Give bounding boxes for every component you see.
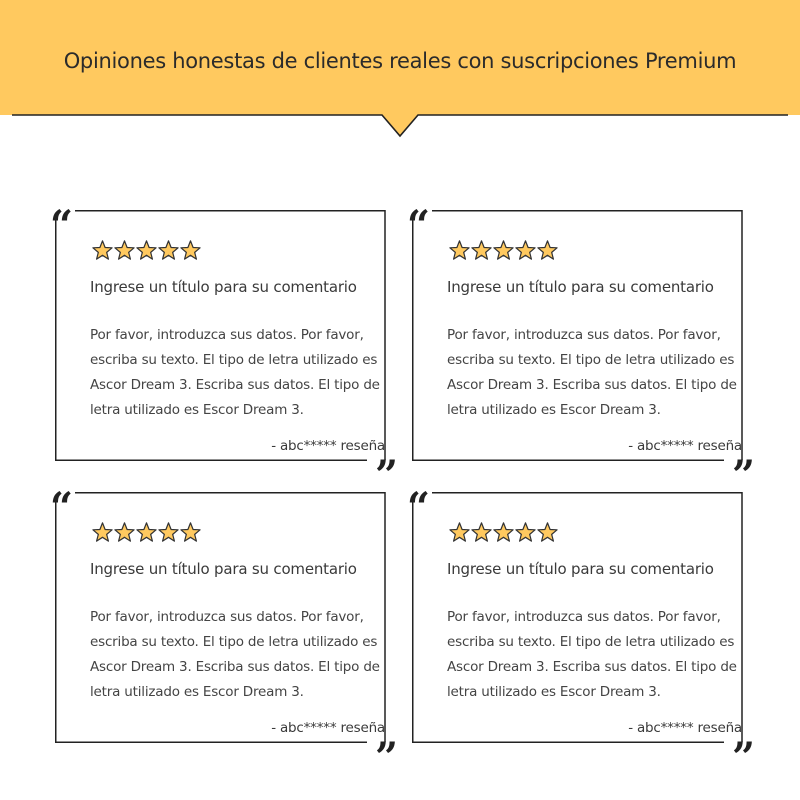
star-icon bbox=[471, 522, 492, 542]
star-icon bbox=[493, 522, 514, 542]
star-icon bbox=[158, 522, 179, 542]
review-card bbox=[50, 484, 415, 781]
star-icon bbox=[471, 240, 492, 260]
header-divider-arrow bbox=[0, 100, 800, 140]
star-rating bbox=[92, 240, 201, 260]
header-banner bbox=[0, 0, 800, 115]
open-quote-icon: “ bbox=[407, 202, 431, 249]
star-icon bbox=[114, 522, 135, 542]
close-quote-icon: ” bbox=[375, 452, 399, 499]
star-rating bbox=[449, 240, 558, 260]
star-rating bbox=[449, 522, 558, 542]
star-icon bbox=[114, 240, 135, 260]
star-icon bbox=[180, 240, 201, 260]
close-quote-icon: ” bbox=[732, 452, 756, 499]
star-icon bbox=[515, 522, 536, 542]
review-author: - abc***** reseña bbox=[271, 720, 385, 736]
star-icon bbox=[92, 240, 113, 260]
star-icon bbox=[515, 240, 536, 260]
close-quote-icon: ” bbox=[375, 734, 399, 781]
review-card bbox=[407, 202, 772, 499]
page-title: Opiniones honestas de clientes reales con suscripciones Premium bbox=[63, 49, 737, 73]
open-quote-icon: “ bbox=[50, 202, 74, 249]
close-quote-icon: ” bbox=[732, 734, 756, 781]
review-author: - abc***** reseña bbox=[271, 438, 385, 454]
star-icon bbox=[493, 240, 514, 260]
star-icon bbox=[537, 522, 558, 542]
review-title: Ingrese un título para su comentario bbox=[90, 278, 357, 296]
review-author: - abc***** reseña bbox=[628, 720, 742, 736]
review-body: Por favor, introduzca sus datos. Por favor, escriba su texto. El tipo de letra utilizado es Ascor Dream 3. Escriba sus datos. El tipo de letra utilizado es Escor Dream 3. bbox=[90, 327, 380, 418]
star-icon bbox=[136, 522, 157, 542]
star-icon bbox=[136, 240, 157, 260]
open-quote-icon: “ bbox=[407, 484, 431, 531]
review-title: Ingrese un título para su comentario bbox=[90, 560, 357, 578]
star-icon bbox=[449, 240, 470, 260]
star-icon bbox=[92, 522, 113, 542]
open-quote-icon: “ bbox=[50, 484, 74, 531]
star-icon bbox=[158, 240, 179, 260]
review-card bbox=[50, 202, 415, 499]
star-icon bbox=[449, 522, 470, 542]
review-body: Por favor, introduzca sus datos. Por favor, escriba su texto. El tipo de letra utilizado es Ascor Dream 3. Escriba sus datos. El tipo de letra utilizado es Escor Dream 3. bbox=[90, 609, 380, 700]
review-title: Ingrese un título para su comentario bbox=[447, 278, 714, 296]
review-card bbox=[407, 484, 772, 781]
star-rating bbox=[92, 522, 201, 542]
review-body: Por favor, introduzca sus datos. Por favor, escriba su texto. El tipo de letra utilizado es Ascor Dream 3. Escriba sus datos. El tipo de letra utilizado es Escor Dream 3. bbox=[447, 327, 737, 418]
review-title: Ingrese un título para su comentario bbox=[447, 560, 714, 578]
star-icon bbox=[537, 240, 558, 260]
review-author: - abc***** reseña bbox=[628, 438, 742, 454]
review-body: Por favor, introduzca sus datos. Por favor, escriba su texto. El tipo de letra utilizado es Ascor Dream 3. Escriba sus datos. El tipo de letra utilizado es Escor Dream 3. bbox=[447, 609, 737, 700]
star-icon bbox=[180, 522, 201, 542]
